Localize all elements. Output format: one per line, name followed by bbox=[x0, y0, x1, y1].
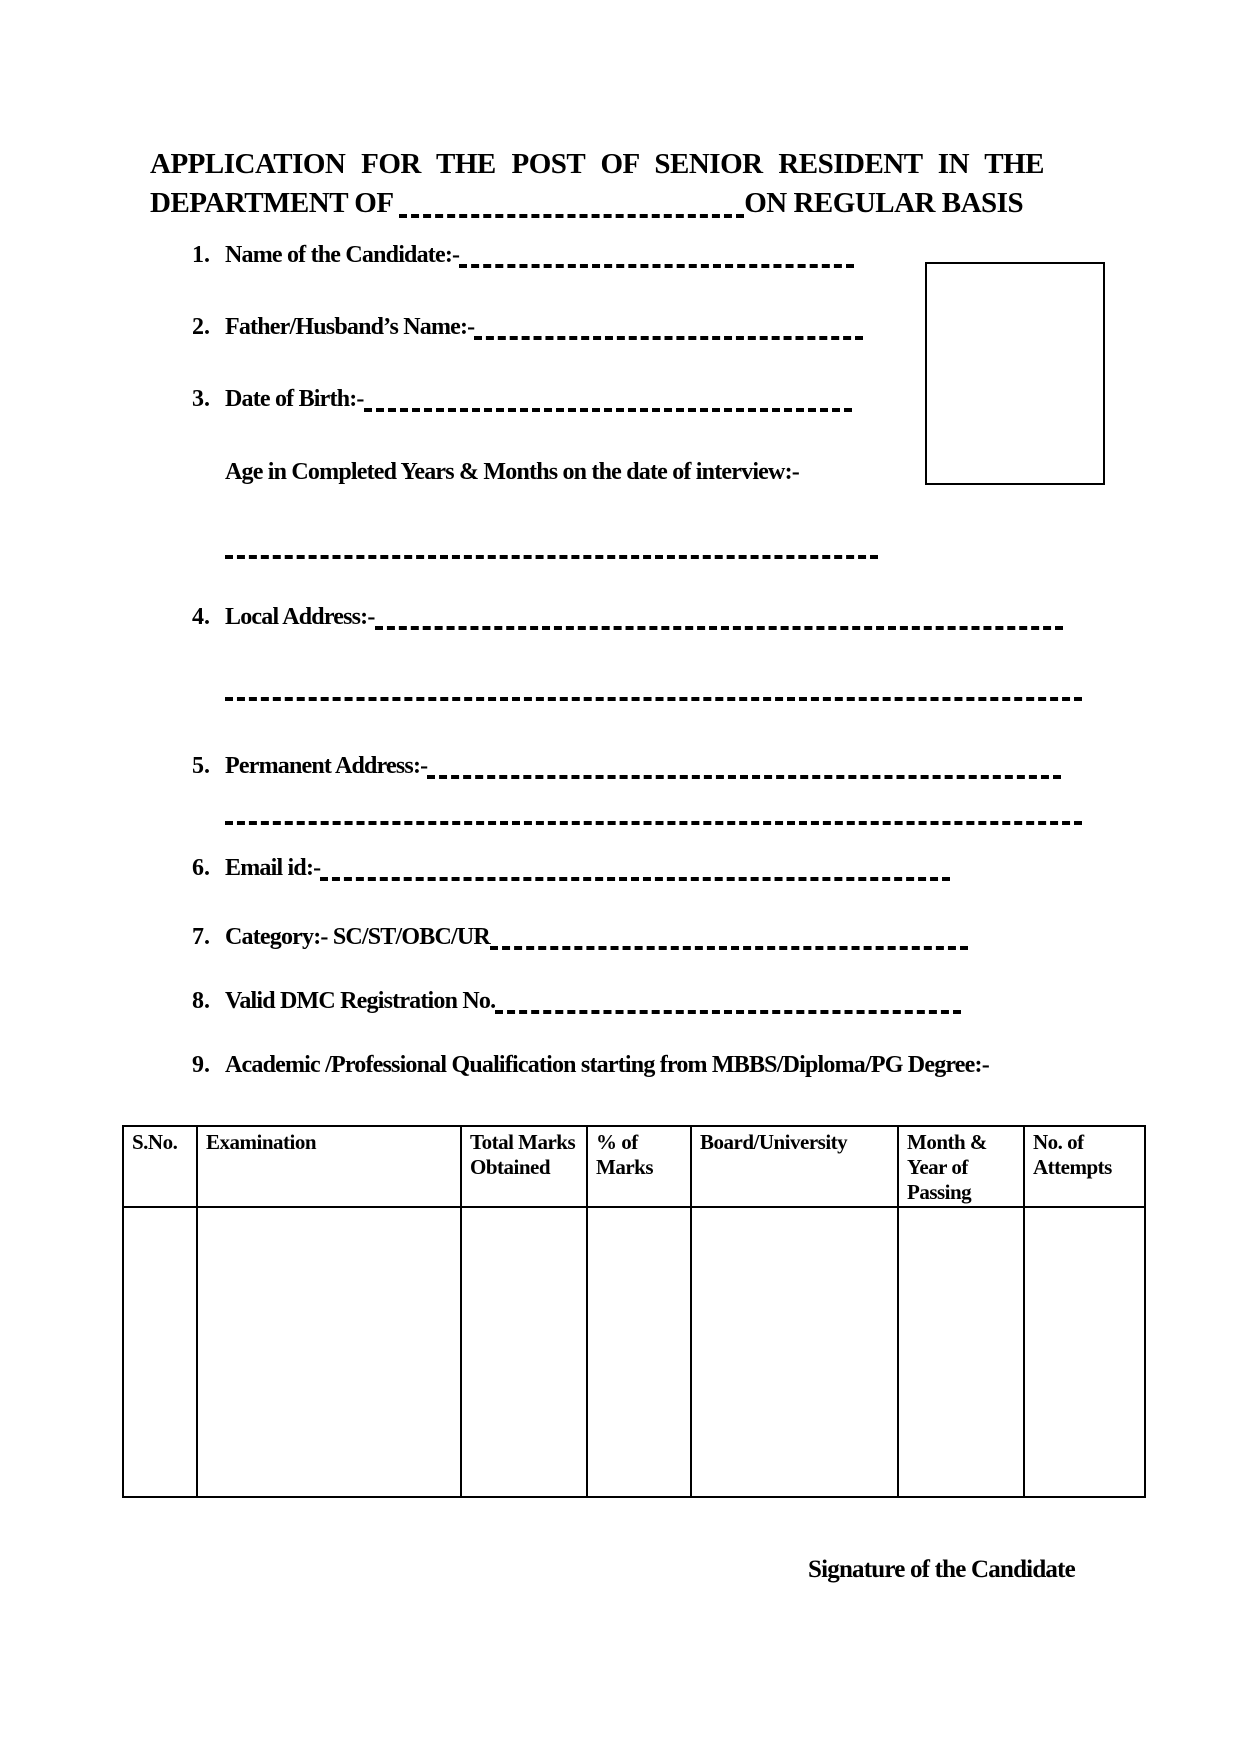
form-item-email-id bbox=[192, 853, 950, 883]
permanent-address-continuation-line bbox=[225, 821, 1082, 825]
item-number: 8. bbox=[192, 988, 210, 1014]
category-blank bbox=[490, 946, 968, 950]
col-header-total-marks: Total Marks Obtained bbox=[461, 1126, 587, 1207]
item-label: Academic /Professional Qualification starting from MBBS/Diploma/PG Degree:- bbox=[225, 1052, 989, 1078]
col-header-attempts: No. of Attempts bbox=[1024, 1126, 1145, 1207]
form-item-date-of-birth bbox=[192, 384, 852, 414]
item-number: 2. bbox=[192, 314, 210, 340]
permanent-address-blank bbox=[427, 775, 1061, 779]
item-number: 1. bbox=[192, 242, 210, 268]
qualification-table bbox=[122, 1125, 1146, 1498]
item-number: 7. bbox=[192, 924, 210, 950]
form-title-line2-prefix: DEPARTMENT OF bbox=[150, 187, 393, 219]
form-item-father-husband-name bbox=[192, 312, 863, 342]
cell-board-university bbox=[691, 1207, 898, 1497]
item-label: Age in Completed Years & Months on the date of interview:- bbox=[225, 459, 799, 485]
form-item-local-address bbox=[192, 602, 1063, 632]
item-label: Valid DMC Registration No. bbox=[225, 988, 496, 1014]
form-title bbox=[150, 145, 1044, 223]
form-item-age-on-interview-date bbox=[192, 457, 799, 487]
form-title-line1: APPLICATION FOR THE POST OF SENIOR RESIDENT IN THE bbox=[150, 148, 1044, 180]
local-address-continuation-line bbox=[225, 697, 1082, 701]
col-header-examination: Examination bbox=[197, 1126, 461, 1207]
cell-percent-marks bbox=[587, 1207, 691, 1497]
col-header-sno: S.No. bbox=[123, 1126, 197, 1207]
form-title-line2-suffix: ON REGULAR BASIS bbox=[744, 187, 1024, 219]
form-item-dmc-registration bbox=[192, 986, 961, 1016]
form-item-permanent-address bbox=[192, 751, 1061, 781]
email-id-blank bbox=[320, 877, 950, 881]
candidate-name-blank bbox=[459, 264, 854, 268]
form-item-qualification-heading bbox=[192, 1050, 989, 1080]
qualification-table-empty-row bbox=[123, 1207, 1145, 1497]
col-header-month-year-passing: Month & Year of Passing bbox=[898, 1126, 1024, 1207]
item-number: 3. bbox=[192, 386, 210, 412]
cell-examination bbox=[197, 1207, 461, 1497]
col-header-board-university: Board/University bbox=[691, 1126, 898, 1207]
cell-month-year bbox=[898, 1207, 1024, 1497]
item-number: 5. bbox=[192, 753, 210, 779]
age-fill-in-line bbox=[225, 555, 878, 559]
date-of-birth-blank bbox=[364, 408, 852, 412]
cell-attempts bbox=[1024, 1207, 1145, 1497]
item-label: Name of the Candidate:- bbox=[225, 242, 460, 268]
item-label: Permanent Address:- bbox=[225, 753, 428, 779]
local-address-blank bbox=[375, 626, 1063, 630]
cell-total-marks bbox=[461, 1207, 587, 1497]
item-label: Date of Birth:- bbox=[225, 386, 364, 412]
cell-sno bbox=[123, 1207, 197, 1497]
father-husband-name-blank bbox=[474, 336, 863, 340]
signature-label: Signature of the Candidate bbox=[808, 1556, 1075, 1583]
photo-box bbox=[925, 262, 1105, 485]
item-number: 6. bbox=[192, 855, 210, 881]
dmc-registration-blank bbox=[495, 1010, 961, 1014]
qualification-table-header-row bbox=[123, 1126, 1145, 1207]
item-label: Category:- SC/ST/OBC/UR bbox=[225, 924, 490, 950]
item-number: 4. bbox=[192, 604, 210, 630]
form-item-category bbox=[192, 922, 968, 952]
form-title-line2 bbox=[150, 184, 1044, 223]
item-label: Local Address:- bbox=[225, 604, 375, 630]
department-fill-in-blank bbox=[399, 214, 744, 218]
item-label: Email id:- bbox=[225, 855, 321, 881]
form-item-candidate-name bbox=[192, 240, 854, 270]
col-header-percent-marks: % of Marks bbox=[587, 1126, 691, 1207]
item-label: Father/Husband’s Name:- bbox=[225, 314, 475, 340]
item-number: 9. bbox=[192, 1052, 210, 1078]
